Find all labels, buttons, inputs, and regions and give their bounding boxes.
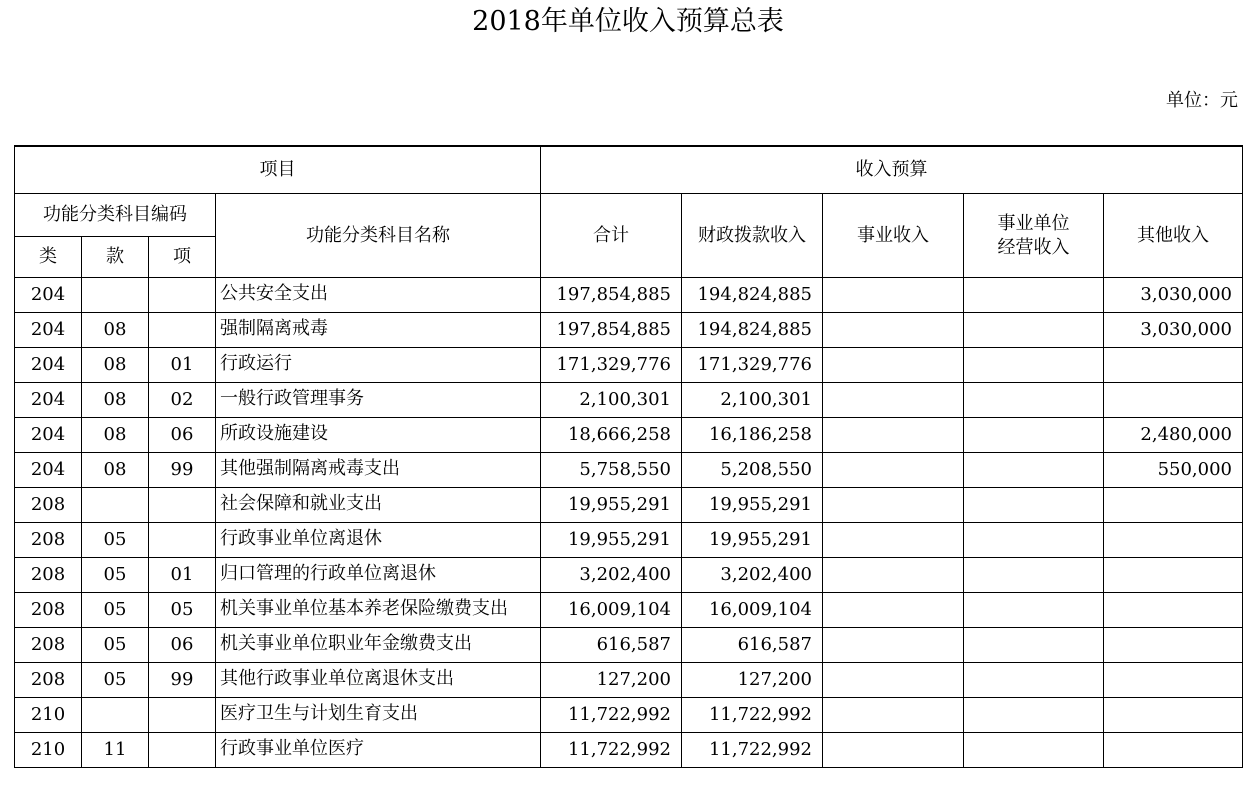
cell-kuan xyxy=(82,698,149,733)
cell-business xyxy=(823,558,964,593)
cell-fiscal: 19,955,291 xyxy=(682,488,823,523)
cell-business xyxy=(823,383,964,418)
cell-lei: 204 xyxy=(15,383,82,418)
cell-xiang: 06 xyxy=(149,418,216,453)
cell-lei: 208 xyxy=(15,628,82,663)
cell-total: 197,854,885 xyxy=(541,313,682,348)
cell-fiscal: 16,186,258 xyxy=(682,418,823,453)
cell-business xyxy=(823,733,964,768)
cell-fiscal: 3,202,400 xyxy=(682,558,823,593)
cell-name-text: 社会保障和就业支出 xyxy=(220,493,382,514)
cell-kuan: 05 xyxy=(82,593,149,628)
cell-fiscal: 616,587 xyxy=(682,628,823,663)
income-budget-table xyxy=(14,145,1243,768)
cell-business xyxy=(823,348,964,383)
cell-business xyxy=(823,313,964,348)
cell-name xyxy=(216,628,541,663)
header-project: 项目 xyxy=(15,146,541,194)
cell-name-text: 其他行政事业单位离退休支出 xyxy=(220,668,454,689)
header-xiang: 项 xyxy=(149,237,216,278)
cell-name xyxy=(216,593,541,628)
cell-fiscal: 127,200 xyxy=(682,663,823,698)
cell-xiang: 06 xyxy=(149,628,216,663)
cell-lei: 210 xyxy=(15,698,82,733)
cell-operating xyxy=(964,453,1104,488)
cell-name xyxy=(216,663,541,698)
cell-fiscal: 194,824,885 xyxy=(682,313,823,348)
cell-kuan xyxy=(82,488,149,523)
cell-lei: 208 xyxy=(15,593,82,628)
cell-operating xyxy=(964,418,1104,453)
cell-other: 3,030,000 xyxy=(1104,278,1243,313)
header-func-name: 功能分类科目名称 xyxy=(216,194,541,278)
cell-business xyxy=(823,418,964,453)
table-row xyxy=(15,453,1243,488)
cell-xiang: 05 xyxy=(149,593,216,628)
table-row xyxy=(15,278,1243,313)
table-row xyxy=(15,383,1243,418)
cell-name xyxy=(216,488,541,523)
cell-lei: 208 xyxy=(15,523,82,558)
cell-operating xyxy=(964,383,1104,418)
cell-other xyxy=(1104,383,1243,418)
cell-business xyxy=(823,628,964,663)
header-operating: 事业单位 经营收入 xyxy=(964,194,1104,278)
header-kuan: 款 xyxy=(82,237,149,278)
table-row xyxy=(15,418,1243,453)
cell-kuan: 08 xyxy=(82,348,149,383)
cell-kuan: 08 xyxy=(82,418,149,453)
cell-operating xyxy=(964,348,1104,383)
cell-name xyxy=(216,278,541,313)
cell-fiscal: 19,955,291 xyxy=(682,523,823,558)
cell-xiang xyxy=(149,523,216,558)
cell-name xyxy=(216,698,541,733)
cell-kuan: 11 xyxy=(82,733,149,768)
cell-fiscal: 11,722,992 xyxy=(682,698,823,733)
cell-operating xyxy=(964,628,1104,663)
cell-name xyxy=(216,523,541,558)
cell-other xyxy=(1104,558,1243,593)
cell-kuan: 05 xyxy=(82,663,149,698)
cell-other xyxy=(1104,593,1243,628)
cell-operating xyxy=(964,523,1104,558)
cell-other xyxy=(1104,628,1243,663)
cell-name-text: 一般行政管理事务 xyxy=(220,388,364,409)
cell-fiscal: 11,722,992 xyxy=(682,733,823,768)
cell-other xyxy=(1104,348,1243,383)
table-row xyxy=(15,628,1243,663)
cell-name-text: 医疗卫生与计划生育支出 xyxy=(220,703,418,724)
cell-other xyxy=(1104,698,1243,733)
cell-business xyxy=(823,278,964,313)
cell-lei: 208 xyxy=(15,558,82,593)
cell-other: 550,000 xyxy=(1104,453,1243,488)
cell-lei: 204 xyxy=(15,348,82,383)
cell-lei: 204 xyxy=(15,453,82,488)
cell-business xyxy=(823,488,964,523)
cell-operating xyxy=(964,278,1104,313)
cell-lei: 210 xyxy=(15,733,82,768)
cell-lei: 204 xyxy=(15,278,82,313)
table-row xyxy=(15,523,1243,558)
cell-business xyxy=(823,523,964,558)
cell-kuan: 05 xyxy=(82,628,149,663)
table-row xyxy=(15,558,1243,593)
cell-operating xyxy=(964,558,1104,593)
cell-name xyxy=(216,453,541,488)
cell-xiang xyxy=(149,313,216,348)
unit-label: 单位：元 xyxy=(1166,90,1238,111)
cell-name-text: 公共安全支出 xyxy=(220,283,328,304)
cell-total: 16,009,104 xyxy=(541,593,682,628)
table-row xyxy=(15,698,1243,733)
header-fiscal: 财政拨款收入 xyxy=(682,194,823,278)
table-row xyxy=(15,593,1243,628)
cell-name xyxy=(216,418,541,453)
cell-fiscal: 171,329,776 xyxy=(682,348,823,383)
cell-name-text: 其他强制隔离戒毒支出 xyxy=(220,458,400,479)
cell-other xyxy=(1104,663,1243,698)
cell-xiang xyxy=(149,698,216,733)
cell-kuan: 08 xyxy=(82,313,149,348)
cell-xiang xyxy=(149,488,216,523)
header-income-budget: 收入预算 xyxy=(541,146,1243,194)
cell-name-text: 行政运行 xyxy=(220,353,292,374)
cell-fiscal: 194,824,885 xyxy=(682,278,823,313)
cell-name xyxy=(216,348,541,383)
cell-total: 11,722,992 xyxy=(541,698,682,733)
cell-name-text: 机关事业单位职业年金缴费支出 xyxy=(220,633,472,654)
header-row-2 xyxy=(15,194,1243,237)
cell-name xyxy=(216,558,541,593)
cell-business xyxy=(823,698,964,733)
cell-name-text: 行政事业单位离退休 xyxy=(220,528,382,549)
cell-other: 2,480,000 xyxy=(1104,418,1243,453)
cell-xiang: 99 xyxy=(149,453,216,488)
cell-operating xyxy=(964,313,1104,348)
cell-operating xyxy=(964,733,1104,768)
cell-total: 11,722,992 xyxy=(541,733,682,768)
cell-xiang: 02 xyxy=(149,383,216,418)
cell-kuan: 08 xyxy=(82,453,149,488)
cell-operating xyxy=(964,663,1104,698)
cell-total: 127,200 xyxy=(541,663,682,698)
cell-name xyxy=(216,733,541,768)
cell-other: 3,030,000 xyxy=(1104,313,1243,348)
cell-business xyxy=(823,663,964,698)
table-row xyxy=(15,488,1243,523)
cell-xiang: 99 xyxy=(149,663,216,698)
header-other: 其他收入 xyxy=(1104,194,1243,278)
cell-name-text: 归口管理的行政单位离退休 xyxy=(220,563,436,584)
cell-total: 19,955,291 xyxy=(541,523,682,558)
cell-name-text: 行政事业单位医疗 xyxy=(220,738,364,759)
cell-business xyxy=(823,593,964,628)
table-row xyxy=(15,733,1243,768)
cell-xiang xyxy=(149,733,216,768)
cell-total: 19,955,291 xyxy=(541,488,682,523)
cell-kuan: 05 xyxy=(82,558,149,593)
cell-xiang: 01 xyxy=(149,558,216,593)
cell-operating xyxy=(964,593,1104,628)
cell-total: 616,587 xyxy=(541,628,682,663)
table-row xyxy=(15,663,1243,698)
table-row xyxy=(15,313,1243,348)
cell-lei: 204 xyxy=(15,313,82,348)
header-func-code: 功能分类科目编码 xyxy=(15,194,216,237)
page-title: 2018年单位收入预算总表 xyxy=(472,6,784,37)
cell-operating xyxy=(964,698,1104,733)
cell-lei: 208 xyxy=(15,488,82,523)
cell-total: 18,666,258 xyxy=(541,418,682,453)
cell-xiang: 01 xyxy=(149,348,216,383)
cell-name-text: 所政设施建设 xyxy=(220,423,328,444)
cell-kuan xyxy=(82,278,149,313)
cell-total: 197,854,885 xyxy=(541,278,682,313)
cell-kuan: 05 xyxy=(82,523,149,558)
cell-total: 171,329,776 xyxy=(541,348,682,383)
header-business: 事业收入 xyxy=(823,194,964,278)
cell-total: 2,100,301 xyxy=(541,383,682,418)
cell-fiscal: 16,009,104 xyxy=(682,593,823,628)
cell-business xyxy=(823,453,964,488)
header-lei: 类 xyxy=(15,237,82,278)
cell-lei: 208 xyxy=(15,663,82,698)
table-row xyxy=(15,348,1243,383)
cell-total: 5,758,550 xyxy=(541,453,682,488)
cell-name xyxy=(216,383,541,418)
cell-other xyxy=(1104,523,1243,558)
cell-fiscal: 5,208,550 xyxy=(682,453,823,488)
cell-lei: 204 xyxy=(15,418,82,453)
cell-kuan: 08 xyxy=(82,383,149,418)
cell-total: 3,202,400 xyxy=(541,558,682,593)
cell-name xyxy=(216,313,541,348)
cell-operating xyxy=(964,488,1104,523)
cell-other xyxy=(1104,733,1243,768)
cell-xiang xyxy=(149,278,216,313)
cell-fiscal: 2,100,301 xyxy=(682,383,823,418)
header-total: 合计 xyxy=(541,194,682,278)
cell-name-text: 强制隔离戒毒 xyxy=(220,318,328,339)
cell-other xyxy=(1104,488,1243,523)
cell-name-text: 机关事业单位基本养老保险缴费支出 xyxy=(220,598,508,619)
header-row-1 xyxy=(15,146,1243,194)
